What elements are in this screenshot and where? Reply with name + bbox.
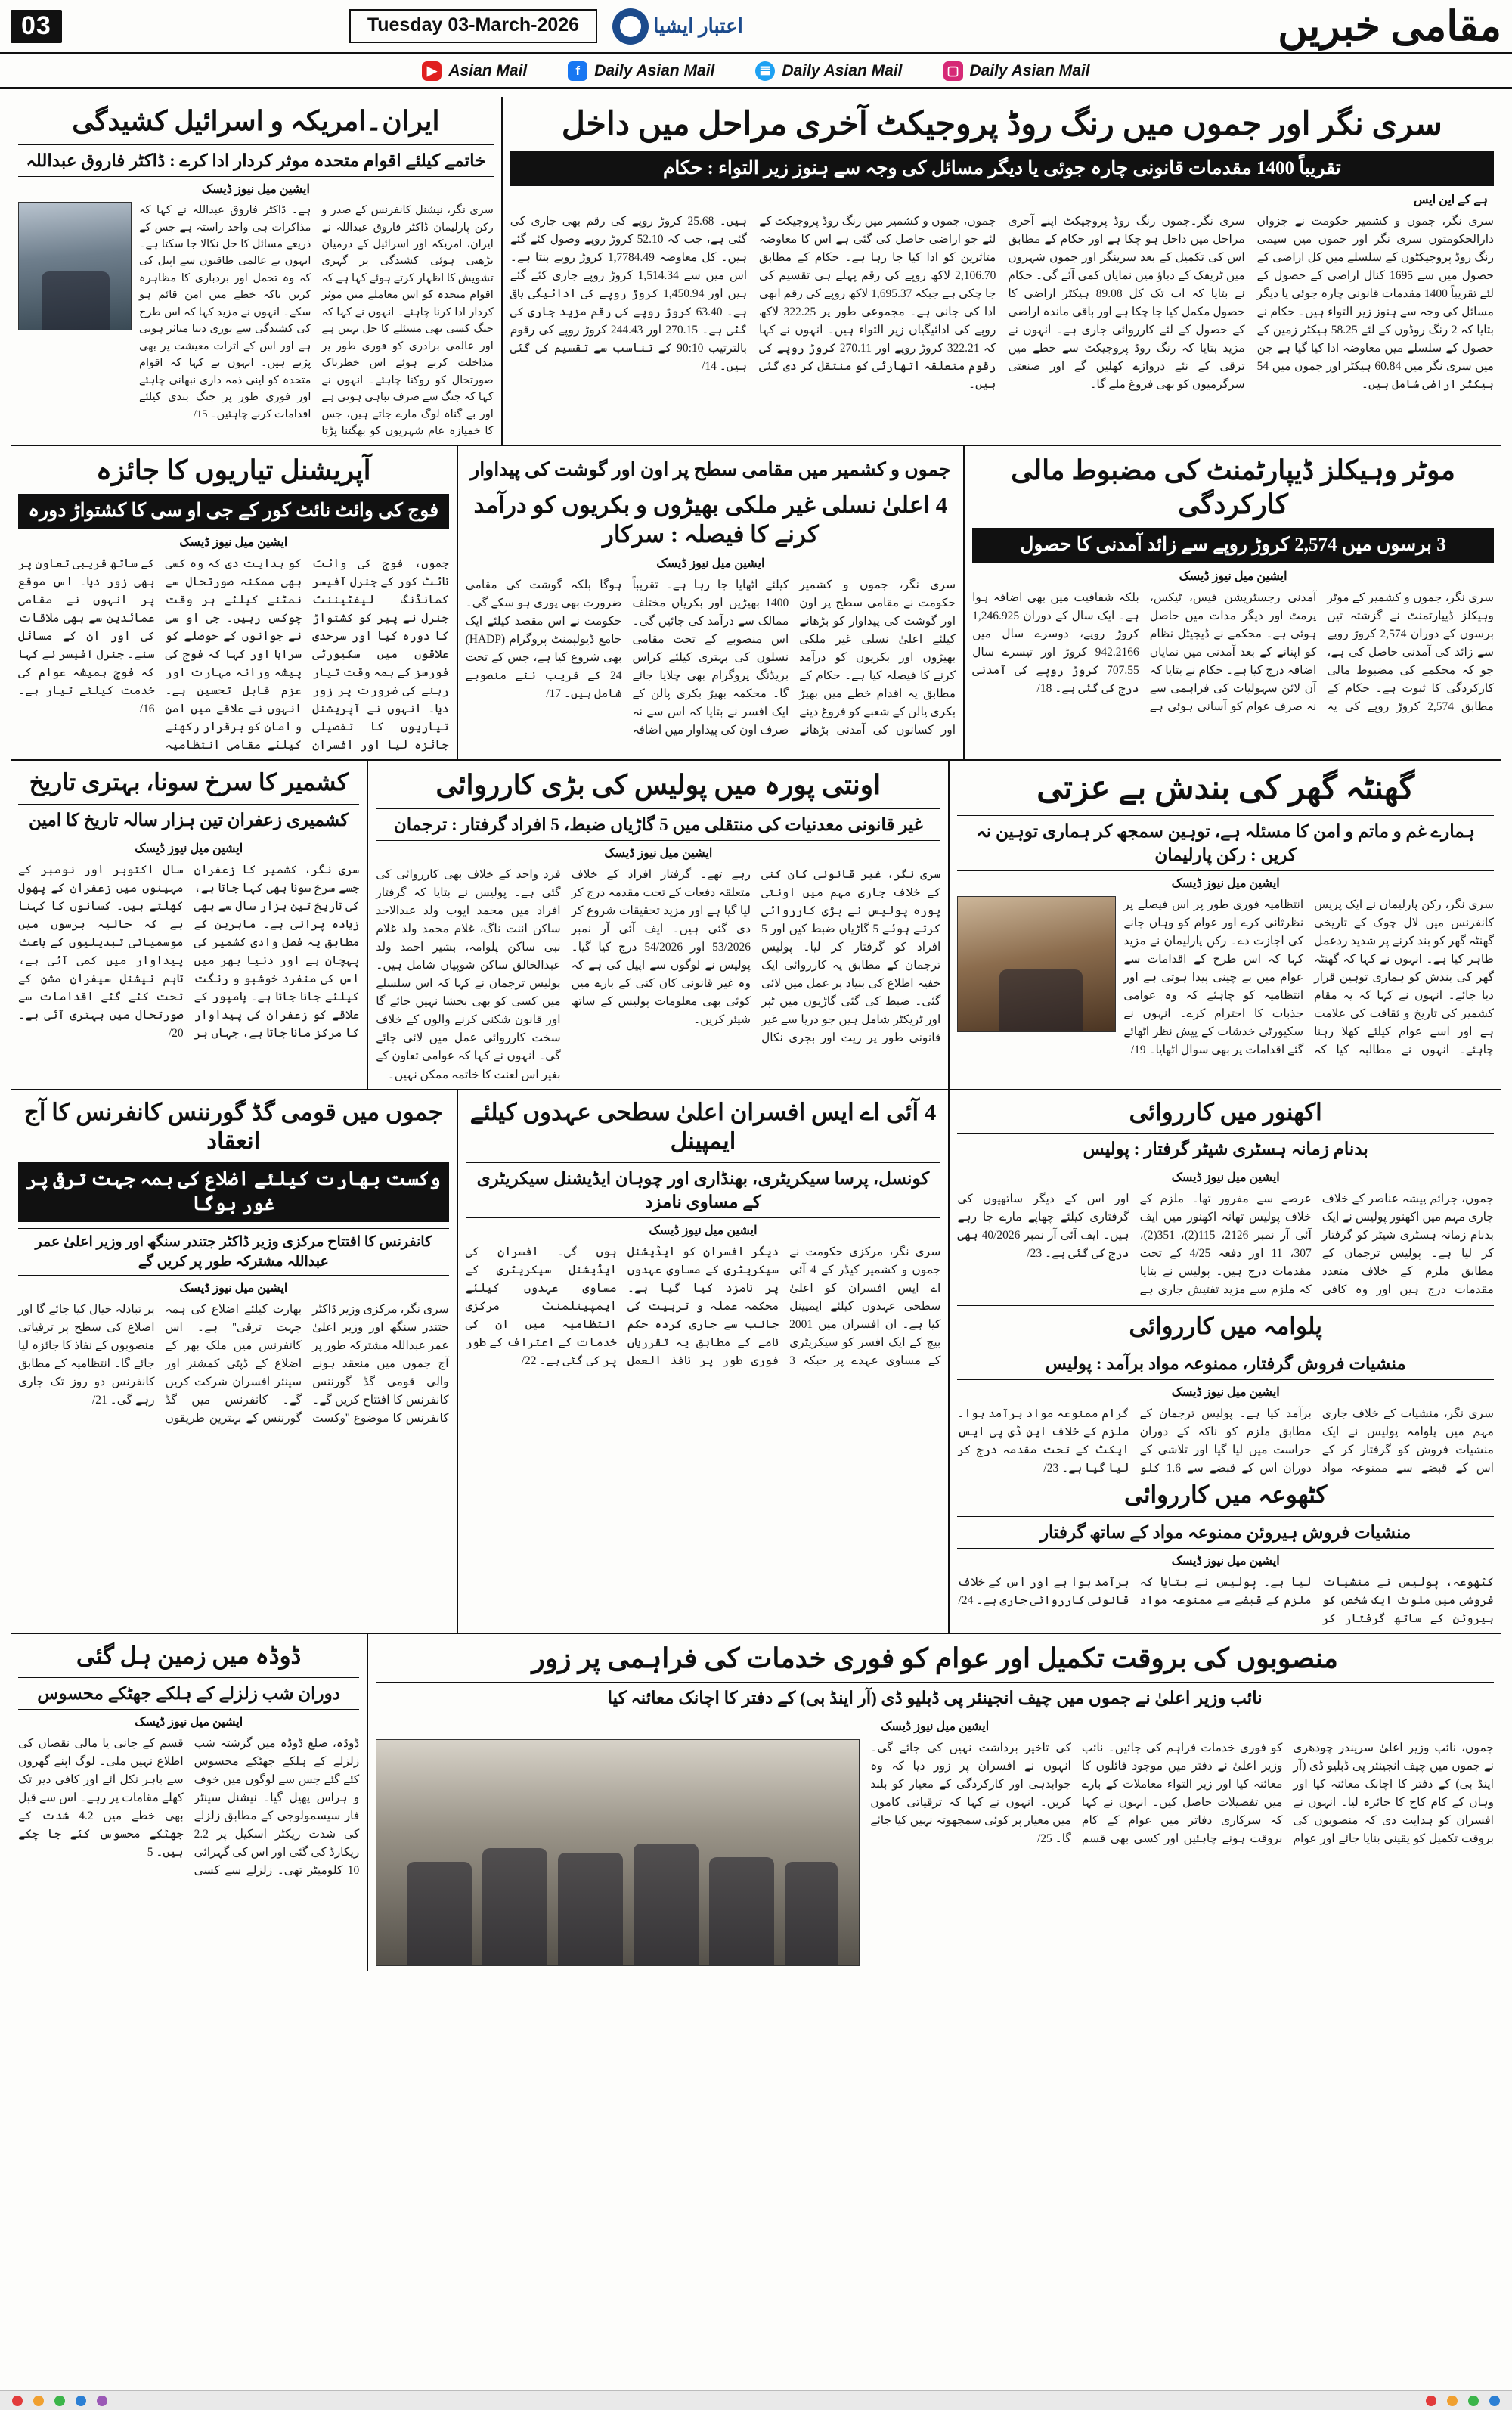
social-label-twitter: Daily Asian Mail — [782, 61, 903, 79]
subheadline: غیر قانونی معدنیات کی منتقلی میں 5 گاڑیاں ضبط، 5 افراد گرفتار : ترجمان — [376, 808, 940, 841]
article-photo-farooq — [18, 202, 132, 330]
logo-mark-icon — [612, 8, 649, 45]
headline: ایران۔امریکہ و اسرائیل کشیدگی — [72, 106, 440, 136]
row-4 — [11, 1090, 1501, 1635]
social-link-twitter[interactable] — [755, 61, 902, 81]
subheadline: نائب وزیر اعلیٰ نے جموں میں چیف انجینئر پی ڈبلیو ڈی (آر اینڈ بی) کے دفتر کا اچانک معائنہ کیا — [376, 1682, 1494, 1714]
byline: ایشین میل نیوز ڈیسک — [1171, 1555, 1280, 1568]
social-label-instagram: Daily Asian Mail — [969, 61, 1090, 79]
article-body: سری نگر، جموں و کشمیر کے موٹر وہیکلز ڈیپارٹمنٹ نے گزشتہ تین برسوں کے دوران 2,574 کروڑ روپے سے زائد کی آمدنی حاصل کی ہے، جو کہ محکمے کی مضبوط مالی کارکردگی کا ثبوت ہے۔ حکام کے مطابق 2,574 کروڑ روپے کی یہ آمدنی رجسٹریشن فیس، ٹیکس، پرمٹ اور دیگر مدات میں حاصل ہوئی ہے۔ محکمے نے ڈیجیٹل نظام کو اپنانے کے بعد آمدنی میں نمایاں اضافہ درج کیا ہے۔ حکام نے بتایا کہ آن لائن سہولیات کی فراہمی سے نہ صرف عوام کو آسانی ہوئی ہے بلکہ شفافیت میں بھی اضافہ ہوا ہے۔ ایک سال کے دوران 1,246.925 کروڑ روپے، دوسرے سال میں 942.2166 کروڑ اور تیسرے سال 707.55 کروڑ روپے کی آمدنی درج کی گئی ہے۔ 18/ — [972, 591, 1494, 714]
social-link-youtube[interactable] — [422, 61, 527, 81]
byline: ایشین میل نیوز ڈیسک — [1171, 1386, 1280, 1400]
row-1 — [11, 97, 1501, 446]
article-body: سری نگر، رکن پارلیمان نے ایک پریس کانفرنس میں لال چوک کے تاریخی گھنٹہ گھر کو بند کرنے پر شدید ردعمل ظاہر کیا ہے۔ انہوں نے کہا کہ گھنٹہ گھر کی بندش کو ہماری توہین قرار دیا جائے۔ انہوں نے کہا کہ یہ مقام کشمیر کی تاریخ و ثقافت کی علامت ہے اور اسے عوام کیلئے کھلا رہنا چاہئے۔ انہوں نے مطالبہ کیا کہ انتظامیہ فوری طور پر اس فیصلے پر نظرثانی کرے اور عوام کو وہاں جانے کی اجازت دے۔ رکن پارلیمان نے مزید کہا کہ اس طرح کے اقدامات سے عوام میں بے چینی پیدا ہوتی ہے اور انتظامیہ کو چاہئے کہ وہ عوامی جذبات کا احترام کرے۔ انہوں نے سکیورٹی خدشات کے پیش نظر اٹھائے گئے اقدامات پر بھی سوال اٹھایا۔ 19/ — [1123, 898, 1494, 1057]
article-body: سری نگر، کشمیر کا زعفران جسے سرخ سونا بھی کہا جاتا ہے، کی تاریخ تین ہزار سال سے بھی زیادہ پرانی ہے۔ ماہرین کے مطابق یہ فصل وادی کشمیر کی پہچان ہے اور دنیا بھر میں اس کی منفرد خوشبو و رنگت کیلئے جانا جاتا ہے۔ پامپور کے علاقے کو زعفران کی پیداوار کا مرکز مانا جاتا ہے، جہاں ہر سال اکتوبر اور نومبر کے مہینوں میں زعفران کے پھول کھلتے ہیں۔ کسانوں کا کہنا ہے کہ حالیہ برسوں میں موسمیاتی تبدیلیوں کے باعث پیداوار میں کمی آئی ہے، تاہم نیشنل سیفران مشن کے تحت کئے گئے اقدامات سے صورتحال میں بہتری آئی ہے۔ 20/ — [18, 864, 360, 1041]
subheadline: کونسل، پرسا سیکریٹری، بھنڈاری اور چوہان ایڈیشنل سیکریٹری کے مساوی نامزد — [466, 1162, 941, 1218]
article-body: سری نگر، مرکزی حکومت نے جموں و کشمیر کیڈر کے 4 آئی اے ایس افسران کو اعلیٰ سطحی عہدوں کیلئے ایمپینل کیا ہے۔ ان افسران میں 2001 بیچ کے ایک افسر کو سیکریٹری کے مساوی عہدے پر جبکہ 3 دیگر افسران کو ایڈیشنل سیکریٹری کے مساوی عہدوں پر نامزد کیا گیا ہے۔ محکمہ عملہ و تربیت کی جانب سے جاری کردہ حکم نامے کے مطابق یہ تقرریاں فوری طور پر نافذ العمل ہوں گی۔ افسران کی ایڈیشنل سیکریٹری کے مساوی عہدوں کیلئے ایمپینلمنٹ مرکزی انتظامیہ میں ان کی خدمات کے اعتراف کے طور پر کی گئی ہے۔ 22/ — [465, 1245, 941, 1368]
byline: ایشین میل نیوز ڈیسک — [604, 847, 713, 861]
headline: 4 آئی اے ایس افسران اعلیٰ سطحی عہدوں کیلئے ایمپینل — [469, 1098, 937, 1155]
calibration-dot — [12, 2396, 23, 2406]
calibration-dot — [76, 2396, 86, 2406]
byline: ایشین میل نیوز ڈیسک — [1171, 1171, 1280, 1185]
article-body-sidebar: فرد واحد کے خلاف بھی کارروائی کی گئی ہے۔ پولیس نے بتایا کہ گرفتار افراد میں محمد ایوب ولد عبدالاحد ساکن اننت ناگ، غلام محمد ولد غلام نبی ساکن پلوامہ، بشیر احمد ولد عبدالخالق ساکن شوپیاں شامل ہیں۔ پولیس ترجمان نے کہا کہ اس سلسلے میں کسی کو بھی بخشا نہیں جائے گا اور قانون شکنی کرنے والوں کے خلاف سخت کارروائی عمل میں لائی جائے گی۔ انہوں نے کہا کہ عوامی تعاون کے بغیر اس لعنت کا خاتمہ ممکن نہیں۔ — [376, 868, 561, 1081]
headline: منصوبوں کی بروقت تکمیل اور عوام کو فوری خدمات کی فراہمی پر زور — [531, 1643, 1338, 1674]
article-sheep-import — [458, 446, 965, 760]
article-doda-earthquake — [11, 1634, 368, 1971]
article-body: سری نگر، نیشنل کانفرنس کے صدر و رکن پارلیمان ڈاکٹر فاروق عبداللہ نے ایران، امریکہ اور اسرائیل کے درمیان بڑھتی ہوئی کشیدگی پر گہری تشویش کا اظہار کرتے ہوئے کہا ہے کہ اقوام متحدہ کو اس معاملے میں موثر کردار ادا کرنا چاہئے۔ انہوں نے کہا کہ جنگ کسی بھی مسئلے کا حل نہیں ہے اور عالمی برادری کو فوری طور پر مداخلت کرتے ہوئے اس خطرناک صورتحال کو روکنا چاہئے۔ انہوں نے کہا کہ جنگ سے صرف تباہی ہوتی ہے اور بے گناہ لوگ مارے جاتے ہیں، جس کا خمیازہ عام شہریوں کو بھگتنا پڑتا ہے۔ ڈاکٹر فاروق عبداللہ نے کہا کہ مذاکرات ہی واحد راستہ ہے جس کے ذریعے مسائل کا حل نکالا جا سکتا ہے۔ انہوں نے عالمی طاقتوں سے اپیل کی کہ وہ تحمل اور بردباری کا مظاہرہ کریں تاکہ خطے میں امن قائم ہو سکے۔ انہوں نے مزید کہا کہ اس طرح کی کشیدگی سے پوری دنیا متاثر ہوتی ہے اور اس کے اثرات معیشت پر بھی پڑتے ہیں۔ انہوں نے کہا کہ اقوام متحدہ کو اپنی ذمہ داری نبھانی چاہئے اور فوری طور پر جنگ بندی کیلئے اقدامات کرنے چاہئیں۔ 15/ — [139, 204, 494, 438]
byline: ایشین میل نیوز ڈیسک — [135, 1715, 243, 1729]
article-iran-tension — [11, 97, 503, 445]
publication-logo — [612, 8, 743, 45]
article-kathua-action — [957, 1481, 1494, 1628]
article-body: جموں، جرائم پیشہ عناصر کے خلاف جاری مہم میں اکھنور پولیس نے ایک بدنام زمانہ ہسٹری شیٹر کو گرفتار کر لیا ہے۔ پولیس ترجمان کے مطابق ملزم کے خلاف متعدد مقدمات درج ہیں اور وہ کافی عرصے سے مفرور تھا۔ ملزم کے خلاف پولیس تھانہ اکھنور میں ایف آئی آر نمبر 2126، 115(2)، 351(2)، 307، 11 اور دفعہ 4/25 کے تحت مقدمات درج ہیں۔ پولیس نے بتایا کہ ملزم سے مزید تفتیش جاری ہے اور اس کے دیگر ساتھیوں کی گرفتاری کیلئے چھاپے مارے جا رہے ہیں۔ ایف آئی آر نمبر 40/2026 بھی درج کی گئی ہے۔ 23/ — [957, 1193, 1494, 1297]
calibration-dot — [1489, 2396, 1500, 2406]
headline: ڈوڈہ میں زمین ہل گئی — [76, 1642, 302, 1670]
issue-date: Tuesday 03-March-2026 — [349, 9, 597, 43]
headline: آپریشنل تیاریوں کا جائزہ — [95, 454, 371, 485]
article-body-2: سری نگر۔جموں رنگ روڈ پروجیکٹ اپنے آخری مراحل میں داخل ہو چکا ہے اور حکام کے مطابق اس کی تکمیل کے بعد سرینگر اور جموں شہروں میں ٹریفک کے دباؤ میں نمایاں کمی آئے گی۔ حکام نے بتایا کہ اب تک کل 89.08 ہیکٹر اراضی کا حصول مکمل کیا جا چکا ہے اور باقی ماندہ اراضی کے حصول کے لئے کارروائی جاری ہے۔ انہوں نے مزید بتایا کہ رنگ روڈ پروجیکٹ سے خطے میں ترقی کے نئے دروازے کھلیں گے اور صنعتی سرگرمیوں کو بھی فروغ ملے گا۔ — [1008, 215, 1245, 392]
article-body: ڈوڈہ، ضلع ڈوڈہ میں گزشتہ شب زلزلے کے ہلکے جھٹکے محسوس کئے گئے جس سے لوگوں میں خوف و ہراس پھیل گیا۔ نیشنل سینٹر فار سیسمولوجی کے مطابق زلزلے کی شدت ریکٹر اسکیل پر 2.2 ریکارڈ کی گئی اور اس کی گہرائی 10 کلومیٹر تھی۔ زلزلے سے کسی قسم کے جانی یا مالی نقصان کی اطلاع نہیں ملی۔ لوگ اپنے گھروں سے باہر نکل آئے اور کافی دیر تک کھلے مقامات پر رہے۔ اس سے قبل بھی خطے میں 4.2 شدت کے جھٹکے محسوس کئے جا چکے ہیں۔ 5 — [18, 1736, 360, 1878]
byline: ایشین میل نیوز ڈیسک — [179, 1282, 288, 1295]
article-motor-vehicles — [965, 446, 1501, 760]
social-link-instagram[interactable] — [943, 61, 1090, 81]
article-clock-tower — [950, 761, 1501, 1088]
subheadline: 4 اعلیٰ نسلی غیر ملکی بھیڑوں و بکریوں کو درآمد کرنے کا فیصلہ : سرکار — [473, 492, 948, 548]
headline: گھنٹہ گھر کی بندش بے عزتی — [1036, 771, 1415, 807]
social-link-facebook[interactable] — [568, 61, 714, 81]
article-good-governance-conference — [11, 1090, 458, 1633]
youtube-icon: ▶ — [422, 61, 442, 81]
byline: ایشین میل نیوز ڈیسک — [179, 536, 288, 550]
headline: موٹر وہیکلز ڈیپارٹمنٹ کی مضبوط مالی کارکردگی — [1011, 454, 1455, 520]
color-calibration-strip — [0, 2390, 1512, 2410]
social-bar — [0, 54, 1512, 89]
byline: ایشین میل نیوز ڈیسک — [201, 183, 310, 197]
article-ring-road — [503, 97, 1501, 445]
row-2 — [11, 446, 1501, 761]
page-content — [0, 89, 1512, 1971]
row-3 — [11, 761, 1501, 1090]
article-body-3: جموں، جموں و کشمیر میں رنگ روڈ پروجیکٹ کے لئے جو اراضی حاصل کی گئی ہے اس کا معاوضہ متاثرین کو ادا کیا جا رہا ہے۔ حکام کے مطابق 2,106.70 لاکھ روپے کی رقم پہلے ہی تقسیم کی جا چکی ہے جبکہ 1,695.37 لاکھ روپے کی رقم ابھی ادا کی جانی ہے۔ مجموعی طور پر 322.25 لاکھ روپے کی ادائیگیاں زیر التواء ہیں۔ انہوں نے کہا کہ 322.21 کروڑ روپے اور 270.11 کروڑ روپے کی رقوم متعلقہ اتھارٹی کو منتقل کر دی گئی ہیں۔ — [759, 215, 996, 392]
article-saffron — [11, 761, 368, 1088]
instagram-icon: ▢ — [943, 61, 963, 81]
article-body: سری نگر، جموں و کشمیر حکومت نے مقامی سطح پر اون اور گوشت کی پیداوار کو بڑھانے کیلئے اعلیٰ نسلی غیر ملکی بھیڑوں اور بکریوں کو درآمد کرنے کا فیصلہ کیا ہے۔ حکام کے مطابق یہ اقدام خطے میں بھیڑ بکری پالن کے شعبے کو فروغ دینے اور کسانوں کی آمدنی بڑھانے کیلئے اٹھایا جا رہا ہے۔ تقریباً 1400 بھیڑیں اور بکریاں مختلف ممالک سے درآمد کی جائیں گی۔ اس منصوبے کے تحت مقامی نسلوں کی بہتری کیلئے کراس بریڈنگ پروگرام بھی چلایا جائے گا۔ محکمہ بھیڑ بکری پالن کے ایک افسر نے بتایا کہ اس سے نہ صرف اون کی پیداوار میں اضافہ ہوگا بلکہ گوشت کی مقامی ضرورت بھی پوری ہو سکے گی۔ حکومت نے اس مقصد کیلئے ایک جامع ڈیولپمنٹ پروگرام (HADP) بھی شروع کیا ہے، جس کے تحت 24 کے قریب نئے منصوبے شامل ہیں۔ 17/ — [465, 578, 956, 737]
article-akhnoor-action — [957, 1098, 1494, 1300]
subheadline: ہمارے غم و ماتم و امن کا مسئلہ ہے، توہین سمجھ کر ہماری توہین نہ کریں : رکن پارلیمان — [957, 815, 1494, 871]
section-title: مقامی خبریں — [1278, 4, 1501, 49]
headline: جموں میں قومی گڈ گورننس کانفرنس کا آج انعقاد — [23, 1098, 443, 1155]
article-photo-press-conference — [957, 896, 1116, 1032]
headline: جموں و کشمیر میں مقامی سطح پر اون اور گوشت کی پیداوار — [470, 459, 951, 480]
calibration-dot — [1447, 2396, 1458, 2406]
headline: سری نگر اور جموں میں رنگ روڈ پروجیکٹ آخری مراحل میں داخل — [561, 107, 1442, 142]
subheadline: 3 برسوں میں 2,574 کروڑ روپے سے زائد آمدنی کا حصول — [972, 528, 1494, 563]
article-ias-empanelment — [458, 1090, 950, 1633]
byline: ایشین میل نیوز ڈیسک — [1179, 570, 1287, 584]
byline: ایشین میل نیوز ڈیسک — [881, 1720, 990, 1734]
byline: ہے کے این ایس — [1413, 194, 1488, 207]
calibration-dot — [54, 2396, 65, 2406]
subheadline: فوج کی وائٹ نائٹ کور کے جی او سی کا کشتواڑ دورہ — [18, 494, 449, 529]
headline: کشمیر کا سرخ سونا، بہتری تاریخ — [29, 769, 349, 796]
headline: اکھنور میں کارروائی — [1129, 1098, 1322, 1125]
calibration-dot — [97, 2396, 107, 2406]
article-pwd-inspection — [368, 1634, 1501, 1971]
social-label-facebook: Daily Asian Mail — [594, 61, 715, 79]
subheadline-2: کانفرنس کا افتتاح مرکزی وزیر ڈاکٹر جتندر سنگھ اور وزیر اعلیٰ عمر عبداللہ مشترکہ طور پر کریں گے — [18, 1228, 449, 1276]
article-pulwama-action — [957, 1312, 1494, 1478]
subheadline: وکست بھارت کیلئے اضلاع کی ہمہ جہت ترقی پر غور ہوگا — [18, 1162, 449, 1222]
article-operational-review — [11, 446, 458, 760]
calibration-dot — [1468, 2396, 1479, 2406]
facebook-icon: f — [568, 61, 587, 81]
article-photo-office-inspection — [376, 1739, 860, 1966]
subheadline: تقریباً 1400 مقدمات قانونی چارہ جوئی یا دیگر مسائل کی وجہ سے ہنوز زیر التواء : حکام — [510, 151, 1494, 187]
subheadline: منشیات فروش ہیروئن ممنوعہ مواد کے ساتھ گرفتار — [957, 1516, 1494, 1549]
calibration-dot — [33, 2396, 44, 2406]
article-body: جموں، فوج کی وائٹ نائٹ کور کے جنرل آفیسر کمانڈنگ لیفٹیننٹ جنرل نے پیر کو کشتواڑ کا دورہ کیا اور سرحدی علاقوں میں سکیورٹی فورسز کے ہمہ وقت تیار رہنے کی ضرورت پر زور دیا۔ انہوں نے آپریشنل تیاریوں کا تفصیلی جائزہ لیا اور افسران کو ہدایت دی کہ وہ کسی بھی ممکنہ صورتحال سے نمٹنے کیلئے ہر وقت چوکس رہیں۔ جی او سی نے جوانوں کے حوصلے کو سراہا اور کہا کہ فوج کی پیشہ ورانہ مہارت اور عزم قابل تحسین ہے۔ انہوں نے علاقے میں امن و امان کو برقرار رکھنے کیلئے مقامی انتظامیہ کے ساتھ قریبی تعاون پر بھی زور دیا۔ اس موقع پر انہوں نے مقامی عمائدین سے بھی ملاقات کی اور ان کے مسائل سنے۔ جنرل آفیسر نے کہا کہ فوج ہمیشہ عوام کی خدمت کیلئے تیار ہے۔ 16/ — [18, 557, 449, 752]
byline: ایشین میل نیوز ڈیسک — [656, 557, 765, 570]
subheadline: کشمیری زعفران تین ہزار سالہ تاریخ کا امین — [18, 804, 359, 836]
headline: کٹھوعہ میں کارروائی — [1123, 1481, 1328, 1509]
subheadline: خاتمے کیلئے اقوام متحدہ موثر کردار ادا کرے : ڈاکٹر فاروق عبداللہ — [18, 144, 494, 177]
logo-text: اعتبار ایشیا — [653, 14, 743, 37]
article-body: جموں، نائب وزیر اعلیٰ سریندر چودھری نے جموں میں چیف انجینئر پی ڈبلیو ڈی (آر اینڈ بی) کے دفتر کا اچانک معائنہ کیا اور وہاں کے کام کاج کا جائزہ لیا۔ انہوں نے افسران کو ہدایت دی کہ منصوبوں کی بروقت تکمیل کو یقینی بنایا جائے اور عوام کو فوری خدمات فراہم کی جائیں۔ نائب وزیر اعلیٰ نے دفتر میں موجود فائلوں کا معائنہ کیا اور زیر التواء معاملات کے بارے میں تفصیلات حاصل کیں۔ انہوں نے کہا کہ سرکاری دفاتر میں عوام کے کام بروقت ہونے چاہئیں اور کسی بھی قسم کی تاخیر برداشت نہیں کی جائے گی۔ انہوں نے افسران پر زور دیا کہ وہ جوابدہی اور کارکردگی کے معیار کو بلند کریں۔ انہوں نے کہا کہ ترقیاتی کاموں میں معیار پر کوئی سمجھوتہ نہیں کیا جائے گا۔ 25/ — [870, 1742, 1494, 1846]
row-5 — [11, 1634, 1501, 1971]
subheadline: منشیات فروش گرفتار، ممنوعہ مواد برآمد : پولیس — [957, 1348, 1494, 1380]
social-label-youtube: Asian Mail — [448, 61, 528, 79]
masthead — [0, 0, 1512, 54]
subheadline: بدنام زمانہ ہسٹری شیٹر گرفتار : پولیس — [957, 1133, 1494, 1165]
byline: ایشین میل نیوز ڈیسک — [1171, 877, 1280, 891]
police-briefs-column — [950, 1090, 1501, 1633]
article-body: سری نگر، مرکزی وزیر ڈاکٹر جتندر سنگھ اور وزیر اعلیٰ عمر عبداللہ مشترکہ طور پر آج جموں میں منعقد ہونے والی قومی گڈ گورننس کانفرنس کا افتتاح کریں گے۔ کانفرنس کا موضوع ''وکست بھارت کیلئے اضلاع کی ہمہ جہت ترقی'' ہے۔ اس کانفرنس میں ملک بھر کے اضلاع کے ڈپٹی کمشنر اور سینئر افسران شرکت کریں گے۔ کانفرنس میں گڈ گورننس کے بہترین طریقوں پر تبادلہ خیال کیا جائے گا اور اضلاع کی سطح پر ترقیاتی منصوبوں کے نفاذ کا جائزہ لیا جائے گا۔ انتظامیہ کے مطابق کانفرنس دو روز تک جاری رہے گی۔ 21/ — [18, 1303, 449, 1425]
article-body: کٹھوعہ، پولیس نے منشیات فروشی میں ملوث ایک شخص کو ہیروئن کے ساتھ گرفتار کر لیا ہے۔ پولیس نے بتایا کہ ملزم کے قبضے سے ممنوعہ مواد برآمد ہوا ہے اور اس کے خلاف قانونی کارروائی جاری ہے۔ 24/ — [957, 1576, 1494, 1626]
article-body: سری نگر، منشیات کے خلاف جاری مہم میں پلوامہ پولیس نے ایک منشیات فروش کو گرفتار کر کے اس کے قبضے سے ممنوعہ مواد برآمد کیا ہے۔ پولیس ترجمان کے مطابق ملزم کو ناکہ کے دوران حراست میں لیا گیا اور تلاشی کے دوران اس کے قبضے سے 1.6 کلو گرام ممنوعہ مواد برآمد ہوا۔ ملزم کے خلاف این ڈی پی ایس ایکٹ کے تحت مقدمہ درج کر لیا گیا ہے۔ 23/ — [957, 1407, 1494, 1475]
headline: اونتی پورہ میں پولیس کی بڑی کارروائی — [435, 770, 881, 801]
article-body-4: ہیں۔ 25.68 کروڑ روپے کی رقم بھی جاری کی گئی ہے، جب کہ 52.10 کروڑ روپے وصول کئے گئے ہیں۔ کل معاوضہ 1,7784.49 کروڑ روپے بنتا ہے۔ اس میں سے 1,514.34 کروڑ روپے جاری کئے گئے ہیں اور 1,450.94 کروڑ روپے کی ادائیگی باقی ہے۔ 63.40 کروڑ روپے کی رقم مزید جاری کی گئی ہے۔ 270.15 اور 244.43 کروڑ روپے کی رقوم بالترتیب 90:10 کے تناسب سے تقسیم کی گئی ہیں۔ 14/ — [510, 215, 748, 374]
article-body: سری نگر، غیر قانونی کان کنی کے خلاف جاری مہم میں اونتی پورہ پولیس نے بڑی کارروائی کرتے ہوئے 5 گاڑیاں ضبط کیں اور 5 افراد کو گرفتار کر لیا۔ پولیس ترجمان کے مطابق یہ کارروائی ایک خفیہ اطلاع کی بنیاد پر عمل میں لائی گئی۔ ضبط کی گئی گاڑیوں میں ٹپر اور ٹریکٹر شامل ہیں جو دریا سے غیر قانونی طور پر ریت اور بجری نکال رہے تھے۔ گرفتار افراد کے خلاف متعلقہ دفعات کے تحت مقدمہ درج کر لیا گیا ہے اور مزید تحقیقات شروع کر دی گئی ہیں۔ ایف آئی آر نمبر 53/2026 اور 54/2026 درج کیا گیا۔ پولیس نے لوگوں سے اپیل کی ہے کہ وہ غیر قانونی کان کنی کے بارے میں کوئی بھی معلومات پولیس کے ساتھ شیئر کریں۔ — [571, 868, 941, 1045]
byline: ایشین میل نیوز ڈیسک — [649, 1224, 758, 1238]
byline: ایشین میل نیوز ڈیسک — [135, 842, 243, 856]
page-number: 03 — [11, 10, 62, 43]
article-illegal-mining — [368, 761, 950, 1088]
calibration-dot — [1426, 2396, 1436, 2406]
subheadline: دوران شب زلزلے کے ہلکے جھٹکے محسوس — [18, 1677, 359, 1710]
article-body-1: سری نگر، جموں و کشمیر حکومت نے جزواں دارالحکومتوں سری نگر اور جموں میں سیمی رنگ روڈ پروجیکٹوں کے سلسلے میں کل اراضی کے حصول میں سے 1695 کنال اراضی کے حصول کے لئے تقریباً 1400 مقدمات قانونی چارہ جوئی یا دیگر مسائل کی وجہ سے ہنوز زیر التواء ہیں۔ حکام نے بتایا کہ 2 رنگ روڈوں کے لئے 58.25 ہیکٹر زمین کے حصول کے سلسلے میں معاوضہ ادا کیا گیا ہے جن میں سری نگر میں 60.84 ہیکٹر اور جموں میں 54 ہیکٹر اراضی شامل ہیں۔ — [1256, 215, 1494, 392]
headline: پلوامہ میں کارروائی — [1129, 1313, 1322, 1340]
twitter-icon: 𝌆 — [755, 61, 775, 81]
